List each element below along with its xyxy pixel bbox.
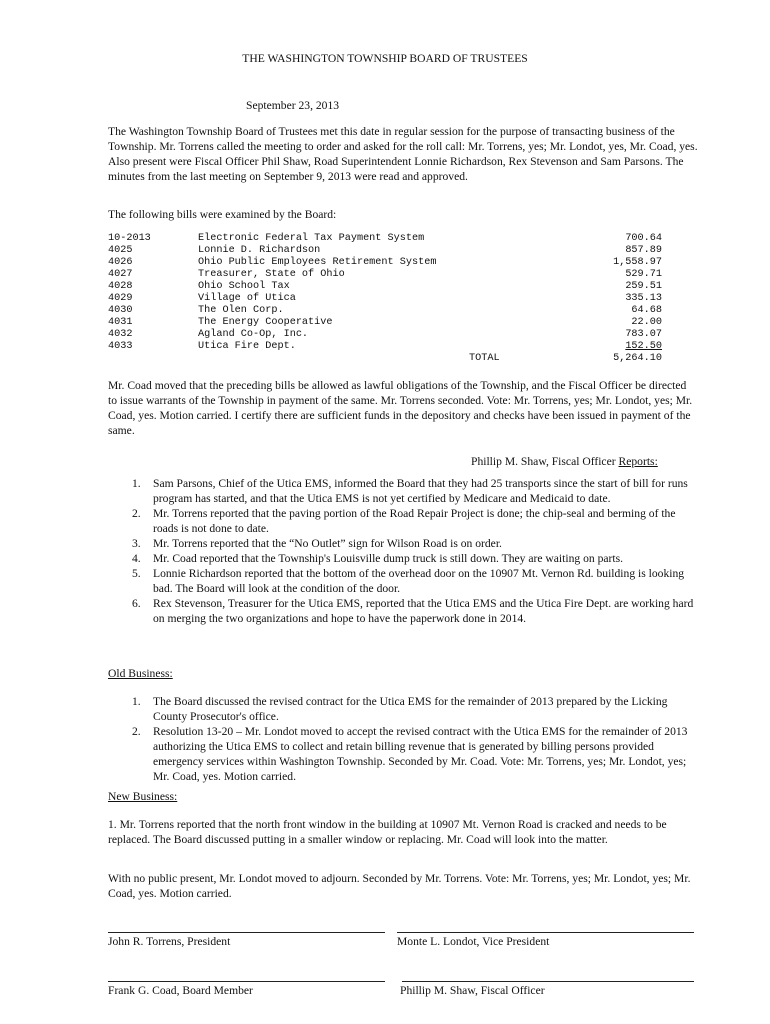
report-item [108,536,700,551]
signature-president: John R. Torrens, President [108,935,231,948]
bill-number: 4027 [108,269,133,280]
payment-motion: Mr. Coad moved that the preceding bills be allowed as lawful obligations of the Township, and the Fiscal Officer be directed to issue warrants of the Township in payment of the same. Mr. Torrens seconded. Vote: Mr. Torrens, yes; Mr. Londot, yes; Mr. Coad, yes. Motion carried. I certify there are sufficient funds in the depository and checks have been issued in payment of the same. [108,379,693,437]
bill-row [108,305,668,317]
report-number: 2. [132,507,141,520]
bills-intro: The following bills were examined by the Board: [108,208,337,221]
signature-fiscal-officer: Phillip M. Shaw, Fiscal Officer [400,984,545,997]
report-number: 6. [132,597,141,610]
old-business-item [108,694,700,724]
bill-payee: Utica Fire Dept. [198,341,296,352]
report-item [108,476,700,506]
total-label: TOTAL [469,353,500,364]
total-amount: 5,264.10 [613,353,662,364]
report-item [108,551,700,566]
old-business-list [108,694,700,784]
bill-number: 4030 [108,305,133,316]
bill-row [108,257,668,269]
old-business-heading: Old Business: [108,667,173,680]
old-business-number: 1. [132,695,141,708]
signature-board-member: Frank G. Coad, Board Member [108,984,253,997]
bill-amount: 22.00 [631,317,662,328]
old-business-item [108,724,700,784]
bill-payee: Village of Utica [198,293,296,304]
report-text: Mr. Torrens reported that the “No Outlet” sign for Wilson Road is on order. [153,537,502,550]
bill-row [108,281,668,293]
bill-row [108,317,668,329]
signature-line [402,981,694,982]
new-business-heading: New Business: [108,790,178,803]
bill-payee: Treasurer, State of Ohio [198,269,345,280]
old-business-text: The Board discussed the revised contract for the Utica EMS for the remainder of 2013 prepared by the Licking County Prosecutor's office. [153,695,668,723]
reports-heading [471,454,658,469]
bill-amount: 1,558.97 [613,257,662,268]
bill-payee: Ohio School Tax [198,281,290,292]
bill-amount: 64.68 [631,305,662,316]
old-business-text: Resolution 13-20 – Mr. Londot moved to accept the revised contract with the Utica EMS for the remainder of 2013 authorizing the Utica EMS to collect and retain billing revenue that is generated by billing persons provided emergency services within Washington Township. Seconded by Mr. Coad. Vote: Mr. Torrens, yes; Mr. Londot, yes; Mr. Coad, yes. Motion carried. [153,725,688,783]
intro-paragraph: The Washington Township Board of Trustees met this date in regular session for the purpose of transacting business of the Township. Mr. Torrens called the meeting to order and asked for the roll call: Mr. Torrens, yes; Mr. Londot, yes, Mr. Coad, yes. Also present were Fiscal Officer Phil Shaw, Road Superintendent Lonnie Richardson, Rex Stevenson and Sam Parsons. The minutes from the last meeting on September 9, 2013 were read and approved. [108,125,698,183]
bills-table [108,233,668,365]
report-text: Sam Parsons, Chief of the Utica EMS, informed the Board that they had 25 transports since the start of bill for runs program has started, and that the Utica EMS is not yet certified by Medicare and Medicaid to date. [153,477,688,505]
old-business-number: 2. [132,725,141,738]
bill-row [108,245,668,257]
bill-number: 4031 [108,317,133,328]
signature-line [397,932,694,933]
bill-payee: Lonnie D. Richardson [198,245,321,256]
bill-number: 4032 [108,329,133,340]
signature-line [108,932,385,933]
report-item [108,566,700,596]
meeting-date: September 23, 2013 [246,99,340,112]
bill-payee: The Energy Cooperative [198,317,333,328]
bill-number: 4028 [108,281,133,292]
report-text: Mr. Torrens reported that the paving portion of the Road Repair Project is done; the chip-seal and berming of the roads is not done to date. [153,507,676,535]
bill-amount: 783.07 [625,329,662,340]
report-number: 4. [132,552,141,565]
bill-number: 4029 [108,293,133,304]
reports-list [108,476,700,626]
bill-number: 4026 [108,257,133,268]
bill-amount: 335.13 [625,293,662,304]
document-title: THE WASHINGTON TOWNSHIP BOARD OF TRUSTEES [242,52,528,65]
bill-row [108,341,668,353]
bill-row [108,329,668,341]
report-number: 1. [132,477,141,490]
report-number: 3. [132,537,141,550]
bill-payee: Electronic Federal Tax Payment System [198,233,425,244]
bill-row [108,269,668,281]
bill-payee: Agland Co-Op, Inc. [198,329,309,340]
bill-amount: 529.71 [625,269,662,280]
reports-heading-link: Reports: [618,455,658,468]
bill-payee: Ohio Public Employees Retirement System [198,257,437,268]
adjourn-paragraph: With no public present, Mr. Londot moved to adjourn. Seconded by Mr. Torrens. Vote: Mr. Torrens, yes; Mr. Londot, yes; Mr. Coad, yes. Motion carried. [108,872,691,900]
new-business-item: 1. Mr. Torrens reported that the north front window in the building at 10907 Mt. Vernon Road is cracked and needs to be replaced. The Board discussed putting in a smaller window or replacing. Mr. Coad will look into the matter. [108,818,667,846]
reports-heading-prefix: Phillip M. Shaw, Fiscal Officer [471,455,619,468]
report-number: 5. [132,567,141,580]
report-text: Rex Stevenson, Treasurer for the Utica EMS, reported that the Utica EMS and the Utica Fire Dept. are working hard on merging the two organizations and hope to have the paperwork done in 2014. [153,597,694,625]
signature-vice-president: Monte L. Londot, Vice President [397,935,550,948]
report-item [108,596,700,626]
bill-amount: 857.89 [625,245,662,256]
report-item [108,506,700,536]
bill-amount: 259.51 [625,281,662,292]
bill-row [108,293,668,305]
report-text: Mr. Coad reported that the Township's Louisville dump truck is still down. They are waiting on parts. [153,552,624,565]
bill-number: 4033 [108,341,133,352]
bill-row [108,233,668,245]
bill-number: 4025 [108,245,133,256]
bill-payee: The Olen Corp. [198,305,284,316]
bill-amount: 152.50 [625,341,662,352]
report-text: Lonnie Richardson reported that the bottom of the overhead door on the 10907 Mt. Vernon Rd. building is looking bad. The Board will look at the condition of the door. [153,567,685,595]
bill-amount: 700.64 [625,233,662,244]
signature-line [108,981,385,982]
total-row [108,353,668,365]
bill-number: 10-2013 [108,233,151,244]
